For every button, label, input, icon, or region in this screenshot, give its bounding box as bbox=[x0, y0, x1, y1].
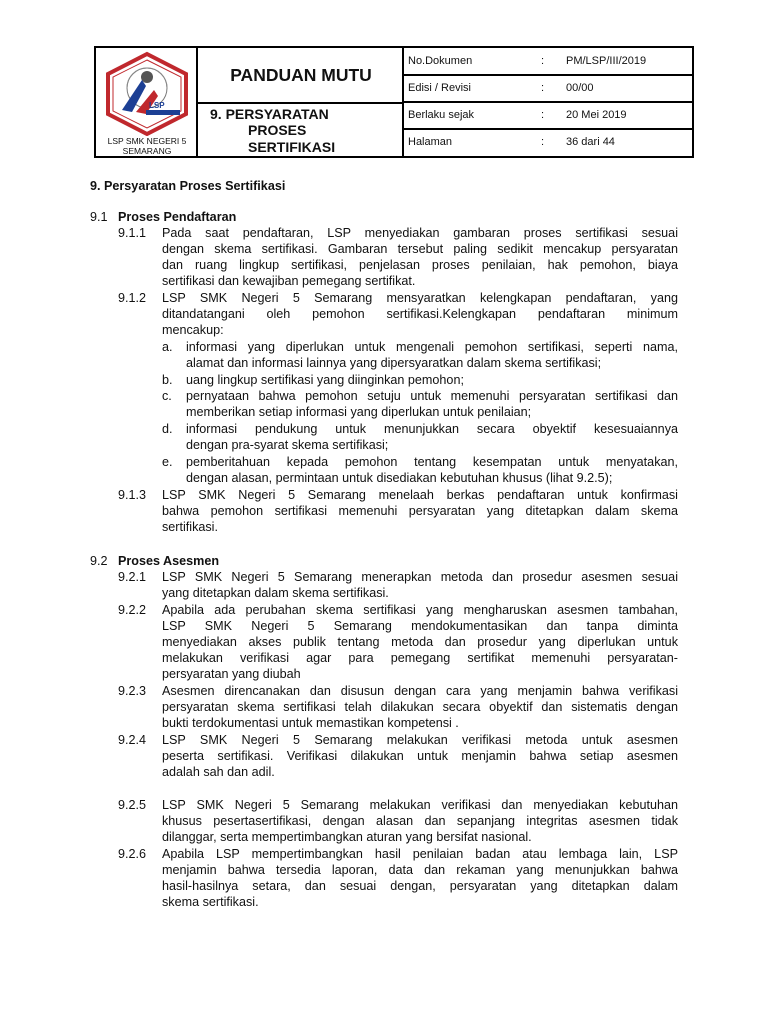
list-item-line: informasi pendukung untuk menunjukkan secara obyektif kesesuaiannya bbox=[186, 422, 678, 436]
paragraph-number: 9.1.1 bbox=[118, 226, 147, 240]
list-item-line: informasi yang diperlukan untuk mengenali pemohon sertifikasi, seperti nama, bbox=[186, 340, 678, 354]
lsp-logo bbox=[96, 50, 198, 136]
paragraph-line: dan ruang lingkup sertifikasi, penjelasan proses penilaian, hak pemohon, biaya bbox=[162, 258, 678, 272]
section-number: 9.1 bbox=[90, 210, 108, 224]
meta-separator: : bbox=[541, 109, 545, 121]
paragraph-number: 9.1.3 bbox=[118, 488, 147, 502]
document-subtitle bbox=[200, 104, 402, 156]
meta-separator: : bbox=[541, 136, 545, 148]
meta-value-page: 36 dari 44 bbox=[566, 136, 615, 148]
paragraph-line: LSP SMK Negeri 5 Semarang melakukan verifikasi metoda untuk asesmen bbox=[162, 733, 678, 747]
section-title: Proses Asesmen bbox=[118, 554, 220, 568]
paragraph-line: peserta sertifikasi. Verifikasi dilakukan untuk menjamin bahwa setiap asesmen bbox=[162, 749, 678, 763]
paragraph-number: 9.2.6 bbox=[118, 847, 147, 861]
paragraph-number: 9.2.2 bbox=[118, 603, 147, 617]
paragraph-line: khusus pesertasertifikasi, dengan alasan dan sepanjang integritas asesmen tidak bbox=[162, 814, 678, 828]
list-item-line: alamat dan informasi lainnya yang dipersyaratkan dalam skema sertifikasi; bbox=[186, 356, 602, 370]
paragraph-line: persyaratan yang diubah bbox=[162, 667, 301, 681]
meta-separator: : bbox=[541, 55, 545, 67]
paragraph-number: 9.1.2 bbox=[118, 291, 147, 305]
list-item-line: dengan alasan, permintaan untuk disediakan kebutuhan khusus (lihat 9.2.5); bbox=[186, 471, 613, 485]
subtitle-line-1: 9. PERSYARATAN bbox=[210, 106, 329, 122]
subtitle-line-2: PROSES bbox=[248, 122, 307, 138]
paragraph-number: 9.2.1 bbox=[118, 570, 147, 584]
section-heading: 9. Persyaratan Proses Sertifikasi bbox=[90, 179, 286, 193]
meta-separator: : bbox=[541, 82, 545, 94]
meta-value-edition: 00/00 bbox=[566, 82, 594, 94]
logo-text: LSP bbox=[149, 101, 165, 110]
list-item-line: memberikan setiap informasi yang diperlukan untuk penilaian; bbox=[186, 405, 532, 419]
paragraph-line: adalah sah dan adil. bbox=[162, 765, 275, 779]
paragraph-line: persyaratan skema sertifikasi telah dilakukan secara obyektif dan sistematis dengan bbox=[162, 700, 678, 714]
paragraph-line: LSP SMK Negeri 5 Semarang melakukan verifikasi dan menyediakan kebutuhan bbox=[162, 798, 678, 812]
list-marker: b. bbox=[162, 373, 173, 387]
list-marker: d. bbox=[162, 422, 173, 436]
paragraph-line: mencakup: bbox=[162, 323, 224, 337]
paragraph-number: 9.2.4 bbox=[118, 733, 147, 747]
paragraph-line: LSP SMK Negeri 5 Semarang mensyaratkan kelengkapan pendaftaran, yang bbox=[162, 291, 678, 305]
paragraph-line: menjamin bahwa tersedia laporan, data dan rekaman yang menunjukkan bahwa bbox=[162, 863, 678, 877]
paragraph-line: LSP SMK Negeri 5 Semarang menelaah berkas pendaftaran untuk konfirmasi bbox=[162, 488, 678, 502]
list-item-line: pemberitahuan kepada pemohon tentang kesempatan untuk menyatakan, bbox=[186, 455, 678, 469]
paragraph-line: melakukan verifikasi agar para pemegang sertifikat memenuhi persyaratan- bbox=[162, 651, 678, 665]
document-title: PANDUAN MUTU bbox=[230, 64, 372, 85]
meta-key-document-number: No.Dokumen bbox=[408, 55, 473, 67]
paragraph-line: LSP SMK Negeri 5 Semarang menerapkan metoda dan prosedur asesmen sesuai bbox=[162, 570, 678, 584]
list-item-line: uang lingkup sertifikasi yang diinginkan pemohon; bbox=[186, 373, 464, 387]
meta-value-document-number: PM/LSP/III/2019 bbox=[566, 55, 647, 67]
meta-key-edition: Edisi / Revisi bbox=[408, 82, 471, 94]
paragraph-line: dilanggar, serta mempertimbangkan aturan yang bersifat nasional. bbox=[162, 830, 532, 844]
paragraph-line: Apabila LSP mempertimbangkan hasil penilaian badan atau lembaga lain, LSP bbox=[162, 847, 678, 861]
list-marker: a. bbox=[162, 340, 173, 354]
paragraph-line: hasil-hasilnya setara, dan sesuai dengan, persyaratan yang ditetapkan dalam bbox=[162, 879, 678, 893]
section-title: Proses Pendaftaran bbox=[118, 210, 237, 224]
paragraph-line: Asesmen direncanakan dan disusun dengan cara yang menjamin bahwa verifikasi bbox=[162, 684, 678, 698]
paragraph-line: skema sertifikasi. bbox=[162, 895, 259, 909]
paragraph-number: 9.2.3 bbox=[118, 684, 147, 698]
list-marker: c. bbox=[162, 389, 172, 403]
meta-key-page: Halaman bbox=[408, 136, 453, 148]
paragraph-line: dengan skema sertifikasi. Gambaran tersebut paling sedikit mencakup persyaratan bbox=[162, 242, 678, 256]
section-number: 9.2 bbox=[90, 554, 108, 568]
paragraph-line: Pada saat pendaftaran, LSP menyediakan gambaran proses sertifikasi sesuai bbox=[162, 226, 678, 240]
list-item-line: pernyataan bahwa pemohon setuju untuk memenuhi persyaratan sertifikasi dan bbox=[186, 389, 678, 403]
paragraph-line: bukti terdokumentasi untuk memastikan kompetensi . bbox=[162, 716, 459, 730]
paragraph-line: sertifikasi dan kewajiban pemegang sertifikat. bbox=[162, 274, 416, 288]
meta-value-effective-date: 20 Mei 2019 bbox=[566, 109, 627, 121]
list-marker: e. bbox=[162, 455, 173, 469]
paragraph-line: menyediakan akses publik tentang metoda dan prosedur yang diperlukan untuk bbox=[162, 635, 678, 649]
meta-key-effective-date: Berlaku sejak bbox=[408, 109, 475, 121]
paragraph-line: yang ditetapkan dalam skema sertifikasi. bbox=[162, 586, 389, 600]
paragraph-line: sertifikasi. bbox=[162, 520, 218, 534]
paragraph-line: Apabila ada perubahan skema sertifikasi yang mengharuskan asesmen tambahan, bbox=[162, 603, 678, 617]
paragraph-line: LSP SMK Negeri 5 Semarang mendokumentasikan dan tanpa diminta bbox=[162, 619, 678, 633]
logo-cell bbox=[96, 48, 198, 156]
paragraph-number: 9.2.5 bbox=[118, 798, 147, 812]
paragraph-line: bahwa pemohon sertifikasi memenuhi persyaratan yang ditetapkan dalam skema bbox=[162, 504, 678, 518]
document-header-table bbox=[94, 46, 694, 158]
logo-caption-1: LSP SMK NEGERI 5 bbox=[107, 136, 187, 146]
paragraph-line: ditandatangani oleh pemohon sertifikasi.Kelengkapan pendaftaran minimum bbox=[162, 307, 678, 321]
logo-caption-2: SEMARANG bbox=[122, 146, 172, 156]
subtitle-line-3: SERTIFIKASI bbox=[248, 139, 336, 155]
list-item-line: dengan pra-syarat skema sertifikasi; bbox=[186, 438, 389, 452]
